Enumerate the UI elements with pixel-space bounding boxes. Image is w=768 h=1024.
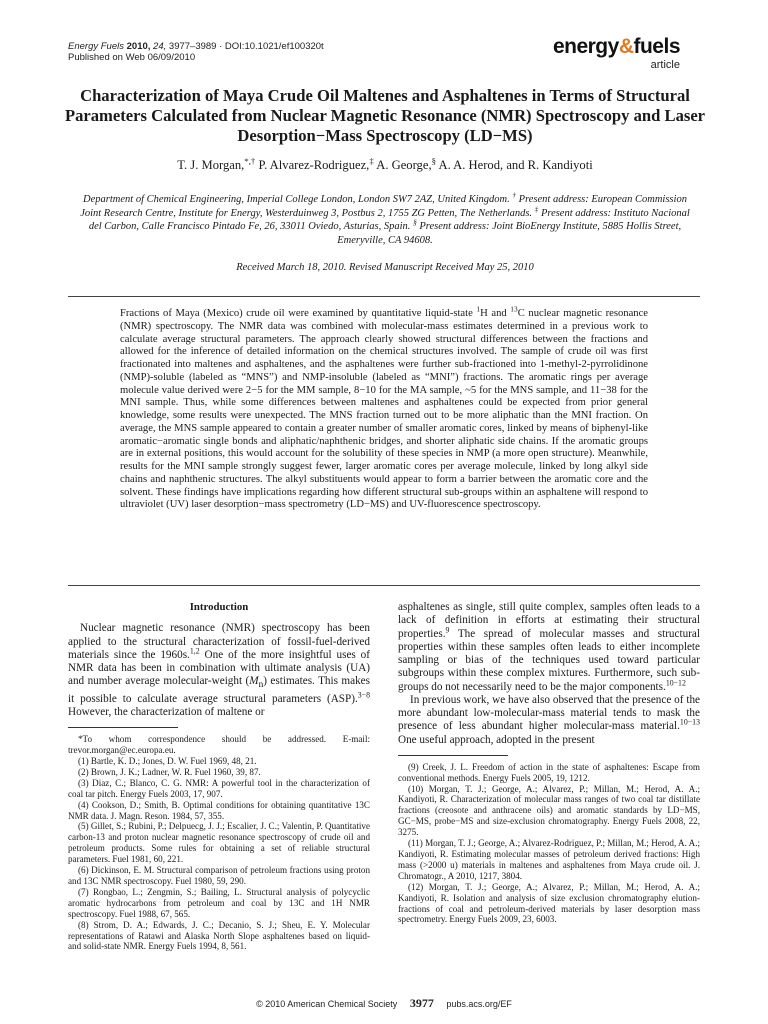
reference-11: (11) Morgan, T. J.; George, A.; Alvarez-Rodriguez, P.; Millan, M.; Herod, A. A.; Kandiyoti, R. Estimating molecular masses of petroleum derived fractions: High mass (>2000 u) materials in maltenes and asphaltenes from Maya crude oil. J. Chromatogr., A 2010, 1217, 3804. — [398, 838, 700, 881]
footnote-divider — [398, 755, 508, 756]
divider — [68, 296, 700, 297]
symbol-mn: M — [249, 675, 259, 688]
section-heading-introduction: Introduction — [189, 601, 249, 613]
doi-link[interactable]: DOI:10.1021/ef100320t — [224, 41, 324, 52]
body-text: However, the characterization of maltene or — [68, 705, 265, 718]
citation-ref[interactable]: 1,2 — [189, 646, 200, 656]
author-mark: § — [431, 155, 436, 166]
citation-separator: · — [219, 41, 223, 52]
reference-9: (9) Creek, J. L. Freedom of action in the state of asphaltenes: Escape from conventional methods. Energy Fuels 2005, 19, 1212. — [398, 761, 700, 783]
reference-12: (12) Morgan, T. J.; George, A.; Alvarez, P.; Millan, M.; Herod, A. A.; Kandiyoti, R. Isolation and analysis of size exclusion chromatography elution-fractions of coal and petroleum-derived materials by laser desorption mass spectrometry. Energy Fuels 2009, 23, 6003. — [398, 881, 700, 925]
body-text: Nuclear magnetic resonance (NMR) spectroscopy has been applied to the structural characterization of fossil-fuel-derived materials since the 1960s. — [68, 622, 370, 661]
affiliation-present-2: Present address: Instituto Nacional del Carbon, Calle Francisco Pintado Fe, 26, 33011 Oviedo, Asturias, Spain. — [88, 207, 690, 232]
correspondence-note: *To whom correspondence should be addressed. E-mail: trevor.morgan@ec.europa.eu. — [68, 734, 370, 756]
abstract-text: H and — [480, 308, 511, 319]
footnotes-left — [68, 734, 370, 952]
abstract — [120, 304, 648, 512]
affiliation-present-3: Present address: Joint BioEnergy Institute, 5885 Hollis Street, Emeryville, CA 94608. — [337, 221, 682, 246]
body-text: One of the more insightful uses of NMR data has been in combination with ultimate analysis (UA) and number average molecular-weight ( — [68, 648, 370, 688]
citation-ref[interactable]: 10−13 — [679, 717, 700, 727]
abstract-text: C nuclear magnetic resonance (NMR) spectroscopy. The NMR data was combined with molecular-mass estimates determined in a previous work to calculate average structural parameters. The approach clearly showed structural differences between the fractions and allowed for the inference of detailed information on the chemical structures involved. The sample of crude oil was first fractionated into maltenes and asphaltenes, and the asphaltenes were further sub-fractioned into 1-methyl-2-pyrrolidinone (NMP)-soluble (labeled as “MNS”) and NMP-insoluble (labeled as “MNI”) fractions. The aromatic rings per average molecule value derived were 2−5 for the MM sample, 8−10 for the MA sample, ~5 for the MNS sample, and 11−38 for the MNI sample. Thus, while some differences between maltenes and asphaltenes could be expected from prior general knowledge, some results were unexpected. The MNS fraction turned out to be more aliphatic than the MNI fraction. On average, the MNS sample appeared to contain a greater number of smaller aromatic cores, linked by means of biphenyl-like aromatic−aromatic single bonds and aliphatic/naphthenic bridges, and shorter aliphatic side chains. If the aromatic groups are in external positions, this would account for the solubility of these species in NMP (a more open structure). Meanwhile, results for the MNI sample strongly suggest fewer, larger aromatic cores per average molecule, linked by long alkyl side chains and naphthenic structures. The alkyl substituents would appear to form a barrier between the aromatic core and the solvent. These findings have implications regarding how different structural sub-groups within an asphaltene will respond to ultraviolet (UV) laser desorption−mass spectrometry (LD−MS) and UV-fluorescence spectroscopy. — [120, 308, 648, 511]
citation-line — [68, 41, 324, 52]
reference-5: (5) Gillet, S.; Rubini, P.; Delpuecg, J. J.; Escalier, J. C.; Valentin, P. Quantitative carbon-13 and proton nuclear magnetic resonance spectroscopy of crude oil and petroleum products. Some rules for obtaining a set of reliable structural parameters. Fuel 1981, 60, 221. — [68, 821, 370, 865]
affiliation-mark: § — [413, 217, 417, 227]
affiliation-mark: † — [512, 190, 517, 200]
intro-paragraph-1-cont — [398, 601, 700, 694]
logo-wordmark — [553, 36, 680, 58]
journal-year: 2010, — [126, 41, 151, 52]
copyright: © 2010 American Chemical Society — [256, 999, 398, 1009]
isotope-mark: 13 — [510, 304, 518, 314]
author-alvarez[interactable]: P. Alvarez-Rodriguez, — [258, 158, 370, 172]
journal-logo — [553, 36, 680, 71]
symbol-subscript: n — [258, 680, 264, 691]
divider — [68, 585, 700, 586]
affiliation-mark: ‡ — [534, 204, 539, 213]
author-herod-kandiyoti[interactable]: A. A. Herod, and R. Kandiyoti — [438, 158, 593, 172]
isotope-mark: 1 — [476, 304, 481, 314]
reference-3: (3) Diaz, C.; Blanco, C. G. NMR: A powerful tool in the characterization of coal tar pitch. Energy Fuels 2003, 17, 907. — [68, 777, 370, 799]
body-text: The spread of molecular masses and structural properties within these samples often leads to either incomplete sampling or bias of the techniques used toward particular subgroups within these complex mixtures. Furthermore, such sub-groups do not necessarily need to be the major components. — [398, 627, 700, 693]
reference-6: (6) Dickinson, E. M. Structural comparison of petroleum fractions using proton and 13C NMR spectroscopy. Fuel 1980, 59, 290. — [68, 865, 370, 887]
page-number: 3977 — [409, 996, 434, 1010]
citation-ref[interactable]: 9 — [445, 624, 450, 634]
abstract-text: Fractions of Maya (Mexico) crude oil were examined by quantitative liquid-state — [120, 308, 477, 319]
reference-7: (7) Rongbao, L.; Zengmin, S.; Bailing, L. Structural analysis of polycyclic aromatic hydrocarbons from petroleum and coal by 13C and 1H NMR spectroscopy. Fuel 1988, 67, 565. — [68, 886, 370, 919]
journal-url[interactable]: pubs.acs.org/EF — [446, 999, 512, 1009]
author-list — [60, 155, 710, 173]
journal-name: Energy Fuels — [68, 41, 124, 52]
left-column — [68, 601, 370, 952]
page-footer — [0, 996, 768, 1011]
intro-paragraph-1 — [68, 622, 370, 719]
affiliations — [78, 190, 692, 247]
intro-paragraph-2 — [398, 694, 700, 747]
publication-date: Published on Web 06/09/2010 — [68, 52, 196, 63]
affiliation-present-1: Present address: European Commission Joint Research Centre, Institute for Energy, Westerduinweg 3, Postbus 2, 1755 ZG Petten, The Netherlands. — [80, 194, 687, 219]
footnotes-right — [398, 762, 700, 926]
received-dates: Received March 18, 2010. Revised Manuscript Received May 25, 2010 — [236, 262, 534, 273]
logo-ampersand: & — [618, 35, 634, 58]
author-george[interactable]: A. George, — [376, 158, 432, 172]
reference-4: (4) Cookson, D.; Smith, B. Optimal conditions for obtaining quantitative 13C NMR data. J. Magn. Reson. 1984, 57, 355. — [68, 799, 370, 821]
affiliation-main: Department of Chemical Engineering, Imperial College London, London SW7 2AZ, United Kingdom. — [83, 194, 510, 205]
reference-2: (2) Brown, J. K.; Ladner, W. R. Fuel 1960, 39, 87. — [78, 766, 261, 777]
author-morgan[interactable]: T. J. Morgan, — [177, 158, 245, 172]
footnote-divider — [68, 727, 178, 728]
article-title: Characterization of Maya Crude Oil Maltenes and Asphaltenes in Terms of Structural Parameters Calculated from Nuclear Magnetic Resonance (NMR) Spectroscopy and Laser Desorption−Mass Spectroscopy (LD−MS) — [64, 86, 706, 145]
author-mark: ‡ — [369, 155, 374, 166]
article-type: article — [650, 59, 680, 71]
reference-1: (1) Bartle, K. D.; Jones, D. W. Fuel 1969, 48, 21. — [78, 756, 257, 767]
citation-ref[interactable]: 3−8 — [357, 690, 370, 699]
right-column — [398, 601, 700, 925]
author-mark: *,† — [244, 155, 256, 166]
body-text: One useful approach, adopted in the present — [398, 733, 595, 746]
reference-8: (8) Strom, D. A.; Edwards, J. C.; Decanio, S. J.; Sheu, E. Y. Molecular representations of Ratawi and Alaska North Slope asphaltenes based on liquid- and solid-state NMR. Energy Fuels 1994, 8, 561. — [68, 919, 370, 952]
body-text: In previous work, we have also observed that the presence of the more abundant low-molecular-mass material tends to mask the presence of less abundant higher molecular-mass material. — [398, 693, 700, 733]
logo-fuels: fuels — [633, 35, 680, 58]
reference-10: (10) Morgan, T. J.; George, A.; Alvarez, P.; Millan, M.; Herod, A. A.; Kandiyoti, R. Characterization of molecular mass ranges of two coal tar distillate fractions (creosote and anthracene oils) and aromatic standards by LD−MS, GC−MS, probe−MS and size-exclusion chromatography. Energy Fuels 2008, 22, 3275. — [398, 783, 700, 838]
logo-energy: energy — [552, 35, 619, 58]
journal-volume: 24, — [153, 41, 167, 52]
citation-ref[interactable]: 10−12 — [665, 677, 686, 687]
body-text: asphaltenes as single, still quite complex, samples often leads to a lack of definition in efforts at estimating their structural properties. — [398, 601, 700, 640]
body-text: ) estimates. This makes it possible to calculate average structural parameters (ASP). — [68, 675, 370, 705]
journal-pages: 3977–3989 — [168, 41, 217, 52]
journal-citation — [68, 41, 324, 63]
